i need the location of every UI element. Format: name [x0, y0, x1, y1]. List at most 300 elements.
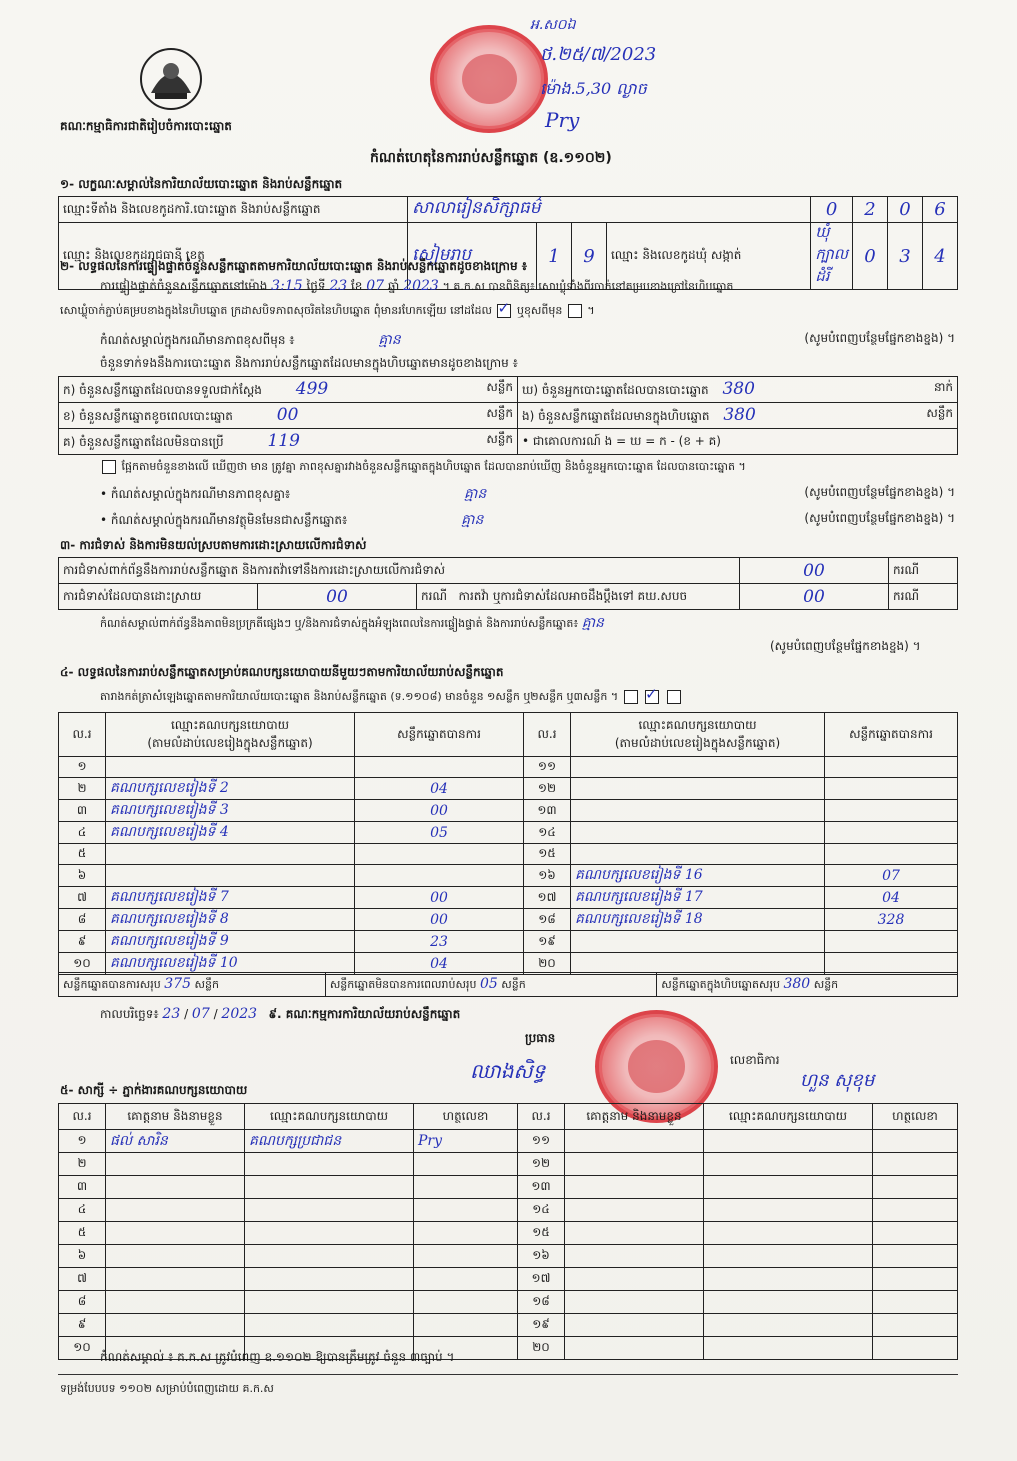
bullet-note-1	[100, 484, 955, 505]
date-day: 23	[162, 1006, 181, 1022]
witness-party	[704, 1337, 873, 1360]
completion-note: កំណត់សម្គាល់ ៖ គ.ក.ស ត្រូវបំពេញ ឧ.១១០២ ឱ្យបានត្រឹមត្រូវ ចំនួន ៣ច្បាប់ ។	[100, 1350, 455, 1364]
section4-title: ៤- លទ្ធផលនៃការរាប់សន្លឹកឆ្នោតសម្រាប់គណបក្សនយោបាយនីមួយៗតាមការិយាល័យរាប់សន្លឹកឆ្នោត	[60, 665, 504, 679]
party-name	[571, 844, 825, 865]
received-note-1: អ.ស០ឯ	[530, 17, 576, 33]
one-sheet-checkbox[interactable]	[624, 690, 638, 704]
party-name: គណបក្សលេខរៀងទី 9	[106, 931, 355, 953]
irregularity-value: គ្មាន	[581, 615, 604, 631]
party-name: គណបក្សលេខរៀងទី 4	[106, 822, 355, 844]
witness-no: ៣	[59, 1176, 106, 1199]
party-name: គណបក្សលេខរៀងទី 2	[106, 778, 355, 800]
witness-party	[245, 1314, 414, 1337]
total-invalid-label: សន្លឹកឆ្នោតមិនបានការពេលរាប់សរុប	[329, 977, 477, 991]
witness-row	[59, 1199, 958, 1222]
witness-party	[704, 1153, 873, 1176]
bullet-value: គ្មាន	[461, 512, 484, 528]
witness-party	[245, 1176, 414, 1199]
party-name: គណបក្សលេខរៀងទី 7	[106, 887, 355, 909]
witness-table	[58, 1103, 958, 1360]
count-row	[518, 403, 958, 429]
province-code-digit: 9	[572, 223, 607, 290]
witness-no: ២	[59, 1153, 106, 1176]
verification-text: ថ្ងៃទី	[306, 279, 326, 293]
province-code-digit: 1	[537, 223, 572, 290]
total-invalid-value: 05	[479, 975, 498, 992]
appeal-text: ការតវ៉ា ឬការជំទាស់ដែលអាចដឹងប្តឹងទៅ គឃ.សបច	[458, 588, 688, 603]
chief-label: ប្រធាន	[525, 1031, 556, 1045]
fill-back-hint: (សូមបំពេញបន្ថែមផ្នែកខាងខ្នង) ។	[804, 331, 955, 345]
witness-no: ១៤	[518, 1199, 565, 1222]
count-unit: សន្លឹក	[926, 406, 953, 420]
party-row	[59, 865, 958, 887]
witness-party	[704, 1245, 873, 1268]
commune-label: ឈ្មោះ និងលេខកូដឃុំ សង្កាត់	[607, 223, 811, 290]
verification-line-2: សោឃ្លុំចាក់ភ្ជាប់គម្របខាងក្នុងនៃហិបឆ្នោត ក្រដាសបិទភាពសុចរិតនៃហិបឆ្នោត ពុំមានរហែកឡើយ នៅដដែល ✓ ឬខុសពីមុន ។	[60, 304, 595, 320]
witness-signature	[414, 1314, 518, 1337]
unit: សន្លឹក	[813, 977, 839, 991]
party-name	[571, 778, 825, 800]
witness-no: ៩	[59, 1314, 106, 1337]
ballots-unused-value: 119	[267, 431, 300, 451]
party-row	[59, 844, 958, 865]
witness-name: ផល់ សារិន	[106, 1130, 245, 1153]
party-name: គណបក្សលេខរៀងទី 10	[106, 953, 355, 975]
party-no: ២	[59, 778, 106, 800]
col-votes: សន្លឹកឆ្នោតបានការ	[825, 713, 958, 757]
witness-row	[59, 1314, 958, 1337]
party-votes: 04	[355, 953, 524, 975]
witness-signature: Pry	[414, 1130, 518, 1153]
count-row	[59, 429, 518, 455]
date-month: 07	[191, 1006, 210, 1022]
col-sign: ហត្ថលេខា	[414, 1104, 518, 1130]
counts-table	[58, 376, 958, 455]
witness-no: ១០	[59, 1337, 106, 1360]
verification-text: សោឃ្លុំចាក់ភ្ជាប់គម្របខាងក្នុងនៃហិបឆ្នោត ក្រដាសបិទភាពសុចរិតនៃហិបឆ្នោត ពុំមានរហែកឡើយ នៅដដែល	[60, 304, 492, 317]
chief-signature: ឈាងសិទ្ធ	[470, 1059, 546, 1083]
witness-name	[565, 1337, 704, 1360]
count-unit: នាក់	[933, 380, 953, 394]
witness-party	[245, 1245, 414, 1268]
witness-name	[565, 1130, 704, 1153]
total-invalid	[325, 973, 656, 997]
witness-signature	[873, 1245, 958, 1268]
witness-party	[704, 1222, 873, 1245]
witness-name	[106, 1153, 245, 1176]
party-row	[59, 887, 958, 909]
party-name	[571, 757, 825, 778]
col-name: គោត្តនាម និងនាមខ្លួន	[565, 1104, 704, 1130]
party-no: ១០	[59, 953, 106, 975]
witness-row	[59, 1130, 958, 1153]
party-name	[571, 822, 825, 844]
verification-line-1	[100, 278, 960, 296]
party-row	[59, 800, 958, 822]
col-party: ឈ្មោះគណបក្សនយោបាយ	[245, 1104, 414, 1130]
tally-sheet-intro	[100, 690, 683, 706]
formula-note: • ជាគោលការណ៍ ង = ឃ = ក - (ខ + គ)	[518, 429, 958, 455]
changed-checkbox[interactable]	[568, 304, 582, 318]
party-name: គណបក្សលេខរៀងទី 16	[571, 865, 825, 887]
province-label: ឈ្មោះ និងលេខកូដរាជធានី ខេត្ត	[59, 223, 408, 290]
secretary-label: លេខាធិការ	[730, 1053, 780, 1067]
tally-intro-text: តារាងកត់ត្រាសំឡេងឆ្នោតតាមការិយាល័យបោះឆ្នោត និងរាប់សន្លឹកឆ្នោត (ទ.១១០៨) មានចំនួន ១សន្លឹក ឬ២សន្លឹក ឬ៣សន្លឹក ។	[100, 690, 619, 703]
col-party: ឈ្មោះគណបក្សនយោបាយ	[704, 1104, 873, 1130]
witness-party	[704, 1199, 873, 1222]
party-name: គណបក្សលេខរៀងទី 18	[571, 909, 825, 931]
totals-row	[58, 972, 958, 997]
party-no: ១៧	[524, 887, 571, 909]
case-unit: ករណី	[889, 584, 958, 610]
verification-text: ខែ	[350, 279, 363, 293]
count-unit: សន្លឹក	[486, 432, 513, 446]
party-no: ២០	[524, 953, 571, 975]
witness-signature	[873, 1268, 958, 1291]
count-label: ក) ចំនួនសន្លឹកឆ្នោតដែលបានទទួលជាក់ស្តែង	[63, 383, 262, 397]
received-signature: Pry	[545, 108, 580, 132]
witness-party	[245, 1153, 414, 1176]
party-row	[59, 778, 958, 800]
party-no: ១២	[524, 778, 571, 800]
party-votes: 00	[355, 909, 524, 931]
committee-label: ៩. គណៈកម្មការការិយាល័យរាប់សន្លឹកឆ្នោត	[268, 1007, 461, 1021]
resolved-value: 00	[258, 584, 417, 610]
party-no: ៤	[59, 822, 106, 844]
province-value: សៀមរាប	[408, 223, 537, 290]
fill-back-hint: (សូមបំពេញបន្ថែមផ្នែកខាងខ្នង) ។	[770, 639, 921, 653]
witness-no: ១១	[518, 1130, 565, 1153]
witness-party	[704, 1268, 873, 1291]
party-row	[59, 757, 958, 778]
party-no: ១៩	[524, 931, 571, 953]
witness-signature	[873, 1130, 958, 1153]
witness-signature	[873, 1314, 958, 1337]
party-no: ១៤	[524, 822, 571, 844]
official-stamp-top	[430, 25, 548, 133]
witness-name	[565, 1222, 704, 1245]
witness-no: ៨	[59, 1291, 106, 1314]
total-valid-value: 375	[164, 975, 191, 992]
appeal-value: 00	[740, 584, 889, 610]
witness-signature	[414, 1199, 518, 1222]
col-party-label: ឈ្មោះគណបក្សនយោបាយ	[638, 717, 757, 732]
party-votes: 04	[355, 778, 524, 800]
col-party-sub: (តាមលំដាប់លេខរៀងក្នុងសន្លឹកឆ្នោត)	[147, 735, 313, 750]
section1-title: ១- លក្ខណៈសម្គាល់នៃការិយាល័យបោះឆ្នោត និងរាប់សន្លឹកឆ្នោត	[60, 177, 343, 191]
party-name	[106, 757, 355, 778]
witness-signature	[414, 1291, 518, 1314]
party-votes: 328	[825, 909, 958, 931]
verification-time: 3:15	[271, 278, 303, 294]
count-unit: សន្លឹក	[486, 406, 513, 420]
mismatch-checkbox[interactable]	[102, 460, 116, 474]
witness-party: គណបក្សប្រជាជន	[245, 1130, 414, 1153]
commune-code-digit: 0	[853, 223, 888, 290]
party-no: ៥	[59, 844, 106, 865]
appeal-label	[417, 584, 740, 610]
secretary-signature: ហួន សុខុម	[800, 1070, 875, 1091]
witness-party	[704, 1314, 873, 1337]
witness-no: ១	[59, 1130, 106, 1153]
bullet-label: • កំណត់សម្គាល់ក្នុងករណីមានភាពខុសគ្នា៖	[100, 487, 291, 501]
location-label: ឈ្មោះទីតាំង និងលេខកូដការិ.បោះឆ្នោត និងរាប់សន្លឹកឆ្នោត	[59, 197, 408, 223]
witness-party	[245, 1268, 414, 1291]
two-sheets-checkbox[interactable]	[645, 690, 659, 704]
witness-party	[245, 1222, 414, 1245]
bullet-value: គ្មាន	[464, 486, 487, 502]
witness-signature	[414, 1268, 518, 1291]
witness-no: ២០	[518, 1337, 565, 1360]
party-votes	[825, 844, 958, 865]
location-code-digit: 0	[811, 197, 853, 223]
count-label: គ) ចំនួនសន្លឹកឆ្នោតដែលមិនបានប្រើ	[63, 435, 224, 449]
verification-day: 23	[329, 278, 348, 294]
received-note-3: ម៉ោង.5,30 ល្ងាច	[540, 79, 647, 98]
witness-name	[565, 1268, 704, 1291]
section2-title: ២- លទ្ធផលនៃការផ្ទៀងផ្ទាត់ចំនួនសន្លឹកឆ្នោតតាមការិយាល័យបោះឆ្នោត និងរាប់សន្លឹកឆ្នោតដូចខាងក្រោម ៖	[60, 259, 528, 273]
witness-no: ៦	[59, 1245, 106, 1268]
count-row	[59, 403, 518, 429]
total-valid-label: សន្លឹកឆ្នោតបានការសរុប	[63, 977, 161, 991]
party-name: គណបក្សលេខរៀងទី 3	[106, 800, 355, 822]
party-name: គណបក្សលេខរៀងទី 17	[571, 887, 825, 909]
count-label: ឃ) ចំនួនអ្នកបោះឆ្នោតដែលបានបោះឆ្នោត	[522, 383, 709, 397]
party-no: ១៦	[524, 865, 571, 887]
party-row	[59, 822, 958, 844]
party-row	[59, 931, 958, 953]
witness-signature	[873, 1176, 958, 1199]
witness-signature	[414, 1153, 518, 1176]
total-in-box	[657, 973, 958, 997]
witness-row	[59, 1268, 958, 1291]
witness-party	[704, 1130, 873, 1153]
party-votes	[825, 757, 958, 778]
changed-label: ឬខុសពីមុន	[516, 304, 563, 317]
party-votes	[825, 800, 958, 822]
party-votes	[825, 778, 958, 800]
col-no: ល.រ	[59, 713, 106, 757]
witness-name	[106, 1291, 245, 1314]
voters-value: 380	[722, 379, 755, 399]
doc-title: កំណត់ហេតុនៃការរាប់សន្លឹកឆ្នោត (ឧ.១១០២)	[370, 150, 612, 166]
witness-signature	[414, 1176, 518, 1199]
witness-party	[704, 1291, 873, 1314]
witness-no: ១៩	[518, 1314, 565, 1337]
ballots-in-box-value: 380	[723, 405, 756, 425]
witness-signature	[873, 1199, 958, 1222]
party-votes: 05	[355, 822, 524, 844]
witness-no: ១៥	[518, 1222, 565, 1245]
witness-name	[565, 1245, 704, 1268]
total-box-value: 380	[783, 975, 811, 992]
org-name: គណៈកម្មាធិការជាតិរៀបចំការបោះឆ្នោត	[60, 119, 232, 133]
witness-name	[106, 1245, 245, 1268]
party-row	[59, 909, 958, 931]
party-no: ៩	[59, 931, 106, 953]
party-votes	[825, 931, 958, 953]
witness-name	[565, 1176, 704, 1199]
witness-no: ១៨	[518, 1291, 565, 1314]
ballots-received-value: 499	[295, 379, 329, 399]
location-value: សាលារៀនសិក្សាធម៌	[408, 197, 811, 223]
col-votes: សន្លឹកឆ្នោតបានការ	[355, 713, 524, 757]
party-no: ៧	[59, 887, 106, 909]
witness-name	[565, 1314, 704, 1337]
witness-no: ១៧	[518, 1268, 565, 1291]
resolved-label: ការជំទាស់ដែលបានដោះស្រាយ	[59, 584, 258, 610]
party-name	[106, 844, 355, 865]
footer-divider	[58, 1374, 958, 1375]
commune-code-digit: 3	[888, 223, 923, 290]
party-no: ១១	[524, 757, 571, 778]
witness-signature	[414, 1222, 518, 1245]
witness-row	[59, 1176, 958, 1199]
witness-no: ១៦	[518, 1245, 565, 1268]
witness-row	[59, 1153, 958, 1176]
party-no: ១៨	[524, 909, 571, 931]
count-label: ង) ចំនួនសន្លឹកឆ្នោតដែលមានក្នុងហិបឆ្នោត	[522, 409, 710, 423]
difference-note-value: គ្មាន	[378, 332, 401, 348]
witness-party	[245, 1199, 414, 1222]
party-no: ១៥	[524, 844, 571, 865]
verification-text: ការផ្ទៀងផ្ទាត់ចំនួនសន្លឹកឆ្នោតនៅម៉ោង	[100, 279, 268, 293]
party-name	[571, 931, 825, 953]
bullet-label: • កំណត់សម្គាល់ក្នុងករណីមានវត្ថុមិនមែនជាសន្លឹកឆ្នោត៖	[100, 513, 348, 527]
fill-back-hint: (សូមបំពេញបន្ថែមផ្នែកខាងខ្នង) ។	[804, 485, 955, 499]
witness-name	[565, 1199, 704, 1222]
difference-note	[100, 330, 955, 351]
verification-year: 2023	[403, 278, 439, 294]
party-name: គណបក្សលេខរៀងទី 8	[106, 909, 355, 931]
verification-text: ។ គ.ក.ស បានពិនិត្យ៖ សោឃ្លុំទាំងពីរចាក់នៅគម្របខាងក្រៅនៃហិបឆ្នោត	[442, 280, 734, 293]
nec-logo	[135, 45, 207, 113]
count-row	[518, 377, 958, 403]
witness-signature	[873, 1291, 958, 1314]
witness-name	[106, 1268, 245, 1291]
footer-text: ទម្រង់បែបបទ ១១០២ សម្រាប់បំពេញដោយ គ.ក.ស	[60, 1382, 274, 1395]
party-votes	[355, 865, 524, 887]
counts-intro: ចំនួនទាក់ទងនឹងការបោះឆ្នោត និងការរាប់សន្លឹកឆ្នោតដែលមានក្នុងហិបឆ្នោតមានដូចខាងក្រោម ៖	[100, 356, 518, 370]
witness-party	[704, 1176, 873, 1199]
party-votes	[355, 844, 524, 865]
unchanged-checkbox[interactable]	[497, 304, 511, 318]
commune-code-digit: 4	[923, 223, 958, 290]
irregularity-label: កំណត់សម្គាល់ពាក់ព័ន្ធនឹងភាពមិនប្រក្រតីផ្សេងៗ ឬ/និងការជំទាស់ក្នុងអំឡុងពេលនៃការផ្ទៀងផ្ទាត់ និងការរាប់សន្លឹកឆ្នោត៖	[100, 617, 579, 630]
witness-no: ៤	[59, 1199, 106, 1222]
compare-statement: ផ្អែកតាមចំនួនខាងលើ ឃើញថា មាន ត្រូវគ្នា ភាពខុសគ្នារវាងចំនួនសន្លឹកឆ្នោតក្នុងហិបឆ្នោត ដែលបានរាប់ឃើញ និងចំនួនអ្នកបោះឆ្នោត ដែលបានបោះឆ្នោត ។	[121, 460, 746, 473]
party-no: ៨	[59, 909, 106, 931]
date-line: កាលបរិច្ឆេទ៖ 23 / 07 / 2023 ៩. គណៈកម្មការការិយាល័យរាប់សន្លឹកឆ្នោត	[100, 1006, 461, 1022]
witness-row	[59, 1245, 958, 1268]
party-votes	[355, 757, 524, 778]
verification-text: ឆ្នាំ	[387, 279, 400, 293]
col-no: ល.រ	[524, 713, 571, 757]
col-no: ល.រ	[59, 1104, 106, 1130]
party-name	[106, 865, 355, 887]
count-unit: សន្លឹក	[486, 380, 513, 394]
unit: សន្លឹក	[501, 977, 526, 991]
party-votes: 00	[355, 800, 524, 822]
bullet-note-2	[100, 510, 955, 531]
col-sign: ហត្ថលេខា	[873, 1104, 958, 1130]
col-name: គោត្តនាម និងនាមខ្លួន	[106, 1104, 245, 1130]
date-year: 2023	[221, 1006, 258, 1022]
location-code-digit: 2	[853, 197, 888, 223]
col-party	[106, 713, 355, 757]
party-votes: 23	[355, 931, 524, 953]
ballots-spoiled-value: 00	[276, 405, 299, 425]
count-label: ខ) ចំនួនសន្លឹកឆ្នោតខូចពេលបោះឆ្នោត	[63, 409, 233, 423]
objections-value: 00	[740, 558, 889, 584]
unit: សន្លឹក	[194, 977, 219, 991]
witness-no: ១២	[518, 1153, 565, 1176]
party-votes	[825, 822, 958, 844]
col-party-sub: (តាមលំដាប់លេខរៀងក្នុងសន្លឹកឆ្នោត)	[614, 735, 781, 750]
witness-name	[106, 1176, 245, 1199]
difference-note-label: កំណត់សម្គាល់ក្នុងករណីមានភាពខុសពីមុន ៖	[100, 333, 295, 347]
case-unit: ករណី	[421, 588, 448, 603]
party-name	[571, 800, 825, 822]
col-no: ល.រ	[518, 1104, 565, 1130]
section5-title: ៥- សាក្សី ÷ ភ្នាក់ងារគណបក្សនយោបាយ	[60, 1083, 248, 1097]
count-row	[59, 377, 518, 403]
party-no: ១	[59, 757, 106, 778]
fill-back-hint: (សូមបំពេញបន្ថែមផ្នែកខាងខ្នង) ។	[804, 511, 955, 525]
party-results-table	[58, 712, 958, 975]
section3-title: ៣- ការជំទាស់ និងការមិនយល់ស្របតាមការដោះស្រាយលើការជំទាស់	[60, 538, 367, 552]
location-code-digit: 6	[923, 197, 958, 223]
witness-name	[565, 1153, 704, 1176]
witness-row	[59, 1222, 958, 1245]
received-note-2: ថ.២៥/៧/2023	[540, 44, 657, 65]
witness-name	[106, 1314, 245, 1337]
witness-name	[106, 1199, 245, 1222]
col-party	[571, 713, 825, 757]
witness-no: ៧	[59, 1268, 106, 1291]
party-votes: 04	[825, 887, 958, 909]
witness-no: ៥	[59, 1222, 106, 1245]
total-box-label: សន្លឹកឆ្នោតក្នុងហិបឆ្នោតសរុប	[661, 977, 780, 991]
witness-no: ១៣	[518, 1176, 565, 1199]
case-unit: ករណី	[889, 558, 958, 584]
verification-month: 07	[366, 278, 385, 294]
party-votes: 00	[355, 887, 524, 909]
objections-table	[58, 557, 958, 610]
party-votes: 07	[825, 865, 958, 887]
objections-label: ការជំទាស់ពាក់ព័ន្ធនឹងការរាប់សន្លឹកឆ្នោត និងការតវ៉ាទៅនឹងការដោះស្រាយលើការជំទាស់	[59, 558, 740, 584]
date-label: កាលបរិច្ឆេទ៖	[100, 1007, 159, 1021]
three-sheets-checkbox[interactable]	[667, 690, 681, 704]
witness-row	[59, 1291, 958, 1314]
col-party-label: ឈ្មោះគណបក្សនយោបាយ	[170, 717, 290, 732]
location-code-digit: 0	[888, 197, 923, 223]
compare-text	[100, 460, 746, 476]
witness-name	[106, 1222, 245, 1245]
total-valid	[59, 973, 326, 997]
party-no: ៣	[59, 800, 106, 822]
witness-signature	[873, 1153, 958, 1176]
witness-signature	[414, 1245, 518, 1268]
witness-name	[565, 1291, 704, 1314]
party-no: ៦	[59, 865, 106, 887]
witness-party	[245, 1291, 414, 1314]
party-no: ១៣	[524, 800, 571, 822]
witness-signature	[873, 1337, 958, 1360]
commune-value: ឃុំក្បាលដំរី	[811, 223, 853, 290]
witness-signature	[873, 1222, 958, 1245]
irregularity-note	[100, 613, 604, 634]
